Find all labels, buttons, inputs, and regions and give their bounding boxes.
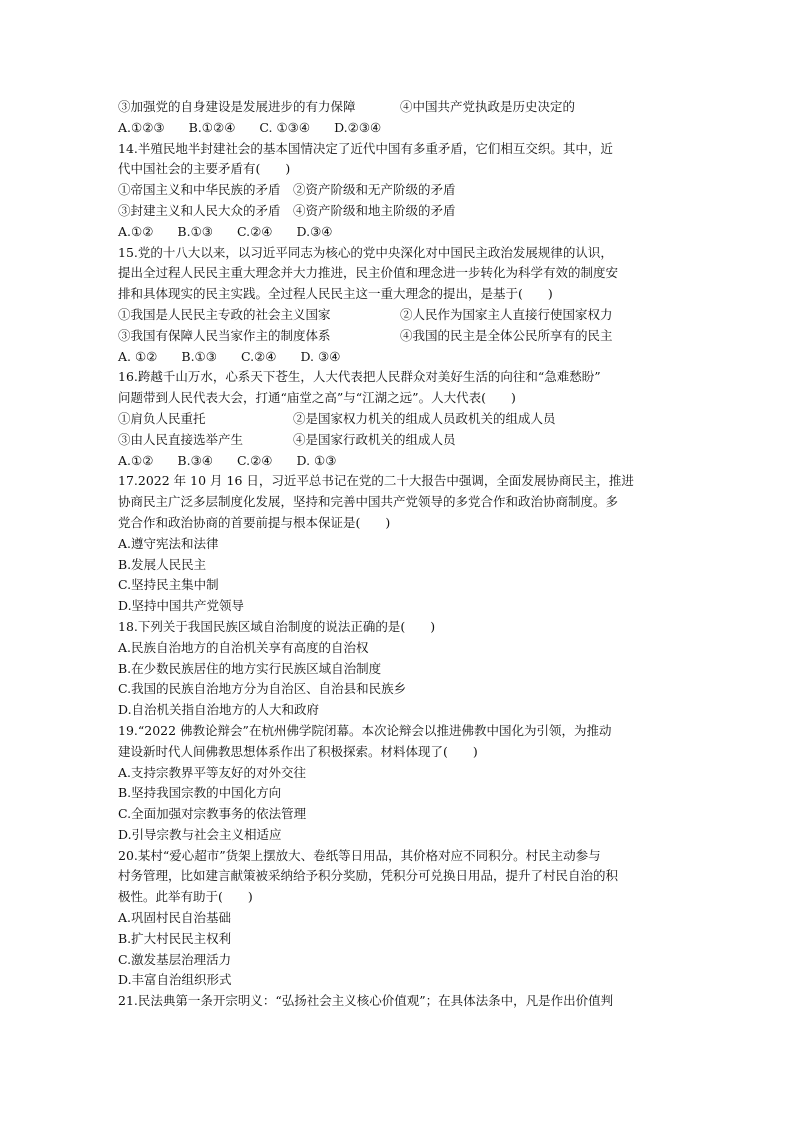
question-stem-line: 村务管理，比如建言献策被采纳给予积分奖励，凭积分可兑换日用品，提升了村民自治的积: [118, 868, 619, 884]
options-row: [118, 430, 678, 451]
answer-option-d: D.丰富自治组织形式: [118, 972, 232, 988]
answer-c: C.②④: [237, 452, 273, 468]
question-stem-line: 协商民主广泛多层制度化发展，坚持和完善中国共产党领导的多党合作和政治协商制度。多: [118, 494, 619, 510]
top-options-row: [118, 97, 678, 118]
answer-option-b: B.在少数民族居住的地方实行民族区域自治制度: [118, 660, 382, 676]
option-2: ②资产阶级和无产阶级的矛盾: [293, 182, 456, 198]
question-21: [118, 991, 678, 1012]
option-2: ②人民作为国家主人直接行使国家权力: [400, 306, 613, 322]
question-stem-line: 18.下列关于我国民族区域自治制度的说法正确的是( ): [118, 618, 436, 634]
answer-d: D.②③④: [334, 119, 382, 135]
option-3: ③由人民直接选举产生: [118, 431, 244, 447]
question-20: [118, 846, 678, 992]
question-stem-line: 21.民法典第一条开宗明义：“弘扬社会主义核心价值观”；在具体法条中，凡是作出价值判: [118, 993, 614, 1009]
answer-c: C. ①③④: [259, 119, 311, 135]
answer-c: C.②④: [240, 348, 277, 364]
answer-choices: [118, 347, 678, 368]
options-row: [118, 409, 678, 430]
answer-a: A.①②: [118, 452, 154, 468]
question-stem-line: 问题带到人民代表大会，打通“庙堂之高”与“江湖之远”。人大代表( ): [118, 390, 516, 406]
option-4: ④我国的民主是全体公民所享有的民主: [400, 327, 613, 343]
answer-option-c: C.坚持民主集中制: [118, 577, 219, 593]
question-19: [118, 721, 678, 846]
option-4: ④资产阶级和地主阶级的矛盾: [293, 202, 456, 218]
question-16: [118, 367, 678, 471]
answer-option-b: B.发展人民民主: [118, 556, 207, 572]
question-stem-line: 建设新时代人间佛教思想体系作出了积极探索。材料体现了( ): [118, 743, 478, 759]
answer-b: B.③④: [177, 452, 213, 468]
option-3: ③封建主义和人民大众的矛盾: [118, 202, 281, 218]
options-row: [118, 180, 678, 201]
question-stem-line: 15.党的十八大以来，以习近平同志为核心的党中央深化对中国民主政治发展规律的认识，: [118, 244, 613, 260]
option-1: ①帝国主义和中华民族的矛盾: [118, 182, 281, 198]
option-3: ③我国有保障人民当家作主的制度体系: [118, 327, 331, 343]
answer-option-d: D.坚持中国共产党领导: [118, 598, 245, 614]
question-stem-line: 16.跨越千山万水，心系天下苍生，人大代表把人民群众对美好生活的向往和“急难愁盼”: [118, 369, 601, 385]
option-1: ①我国是人民民主专政的社会主义国家: [118, 306, 331, 322]
answer-d: D.③④: [296, 223, 333, 239]
answer-option-a: A.支持宗教界平等友好的对外交往: [118, 764, 307, 780]
options-row: [118, 201, 678, 222]
answer-choices: [118, 222, 678, 243]
question-17: [118, 471, 678, 617]
top-option-4: ④中国共产党执政是历史决定的: [400, 99, 576, 114]
question-stem-line: 党合作和政治协商的首要前提与根本保证是( ): [118, 514, 391, 530]
question-stem-line: 19.“2022 佛教论辩会”在杭州佛学院闭幕。本次论辩会以推进佛教中国化为引领，为推动: [118, 722, 612, 738]
answer-option-c: C.激发基层治理活力: [118, 951, 232, 967]
question-18: [118, 617, 678, 721]
top-answer-choices: [118, 118, 678, 139]
answer-a: A. ①②: [118, 348, 158, 364]
answer-b: B.①②④: [188, 119, 236, 135]
question-stem-line: 20.某村“爱心超市”货架上摆放大、卷纸等日用品，其价格对应不同积分。村民主动参与: [118, 847, 601, 863]
options-row: [118, 305, 678, 326]
question-14: [118, 139, 678, 243]
options-row: [118, 326, 678, 347]
answer-c: C.②④: [237, 223, 273, 239]
answer-option-a: A.遵守宪法和法律: [118, 535, 219, 551]
answer-option-b: B.扩大村民民主权利: [118, 930, 232, 946]
answer-b: B.①③: [177, 223, 213, 239]
answer-choices: [118, 451, 678, 472]
option-4: ④是国家行政机关的组成人员: [293, 431, 456, 447]
question-stem-line: 提出全过程人民民主重大理念并大力推进，民主价值和理念进一步转化为科学有效的制度安: [118, 265, 619, 281]
answer-option-a: A.民族自治地方的自治机关享有高度的自治权: [118, 639, 369, 655]
question-stem-line: 排和具体现实的民主实践。全过程人民民主这一重大理念的提出，是基于( ): [118, 286, 553, 302]
answer-option-c: C.我国的民族自治地方分为自治区、自治县和民族乡: [118, 681, 407, 697]
answer-a: A.①②: [118, 223, 154, 239]
option-2: ②是国家权力机关的组成人员政机关的组成人员: [293, 410, 556, 426]
question-stem-line: 14.半殖民地半封建社会的基本国情决定了近代中国有多重矛盾，它们相互交织。其中，近: [118, 140, 613, 156]
option-1: ①肩负人民重托: [118, 410, 206, 426]
answer-option-d: D.自治机关指自治地方的人大和政府: [118, 702, 320, 718]
answer-option-a: A.巩固村民自治基础: [118, 910, 232, 926]
answer-a: A.①②③: [118, 119, 165, 135]
top-option-3: ③加强党的自身建设是发展进步的有力保障: [118, 99, 356, 114]
answer-b: B.①③: [181, 348, 217, 364]
exam-page: [118, 97, 678, 1012]
answer-option-c: C.全面加强对宗教事务的依法管理: [118, 806, 307, 822]
question-stem-line: 17.2022 年 10 月 16 日，习近平总书记在党的二十大报告中强调，全面发展协商民主，推进: [118, 473, 634, 489]
question-15: [118, 243, 678, 368]
answer-option-b: B.坚持我国宗教的中国化方向: [118, 785, 282, 801]
question-stem-line: 极性。此举有助于( ): [118, 889, 253, 905]
answer-d: D. ③④: [300, 348, 341, 364]
answer-option-d: D.引导宗教与社会主义相适应: [118, 826, 282, 842]
answer-d: D. ①③: [296, 452, 337, 468]
question-stem-line: 代中国社会的主要矛盾有( ): [118, 161, 291, 177]
